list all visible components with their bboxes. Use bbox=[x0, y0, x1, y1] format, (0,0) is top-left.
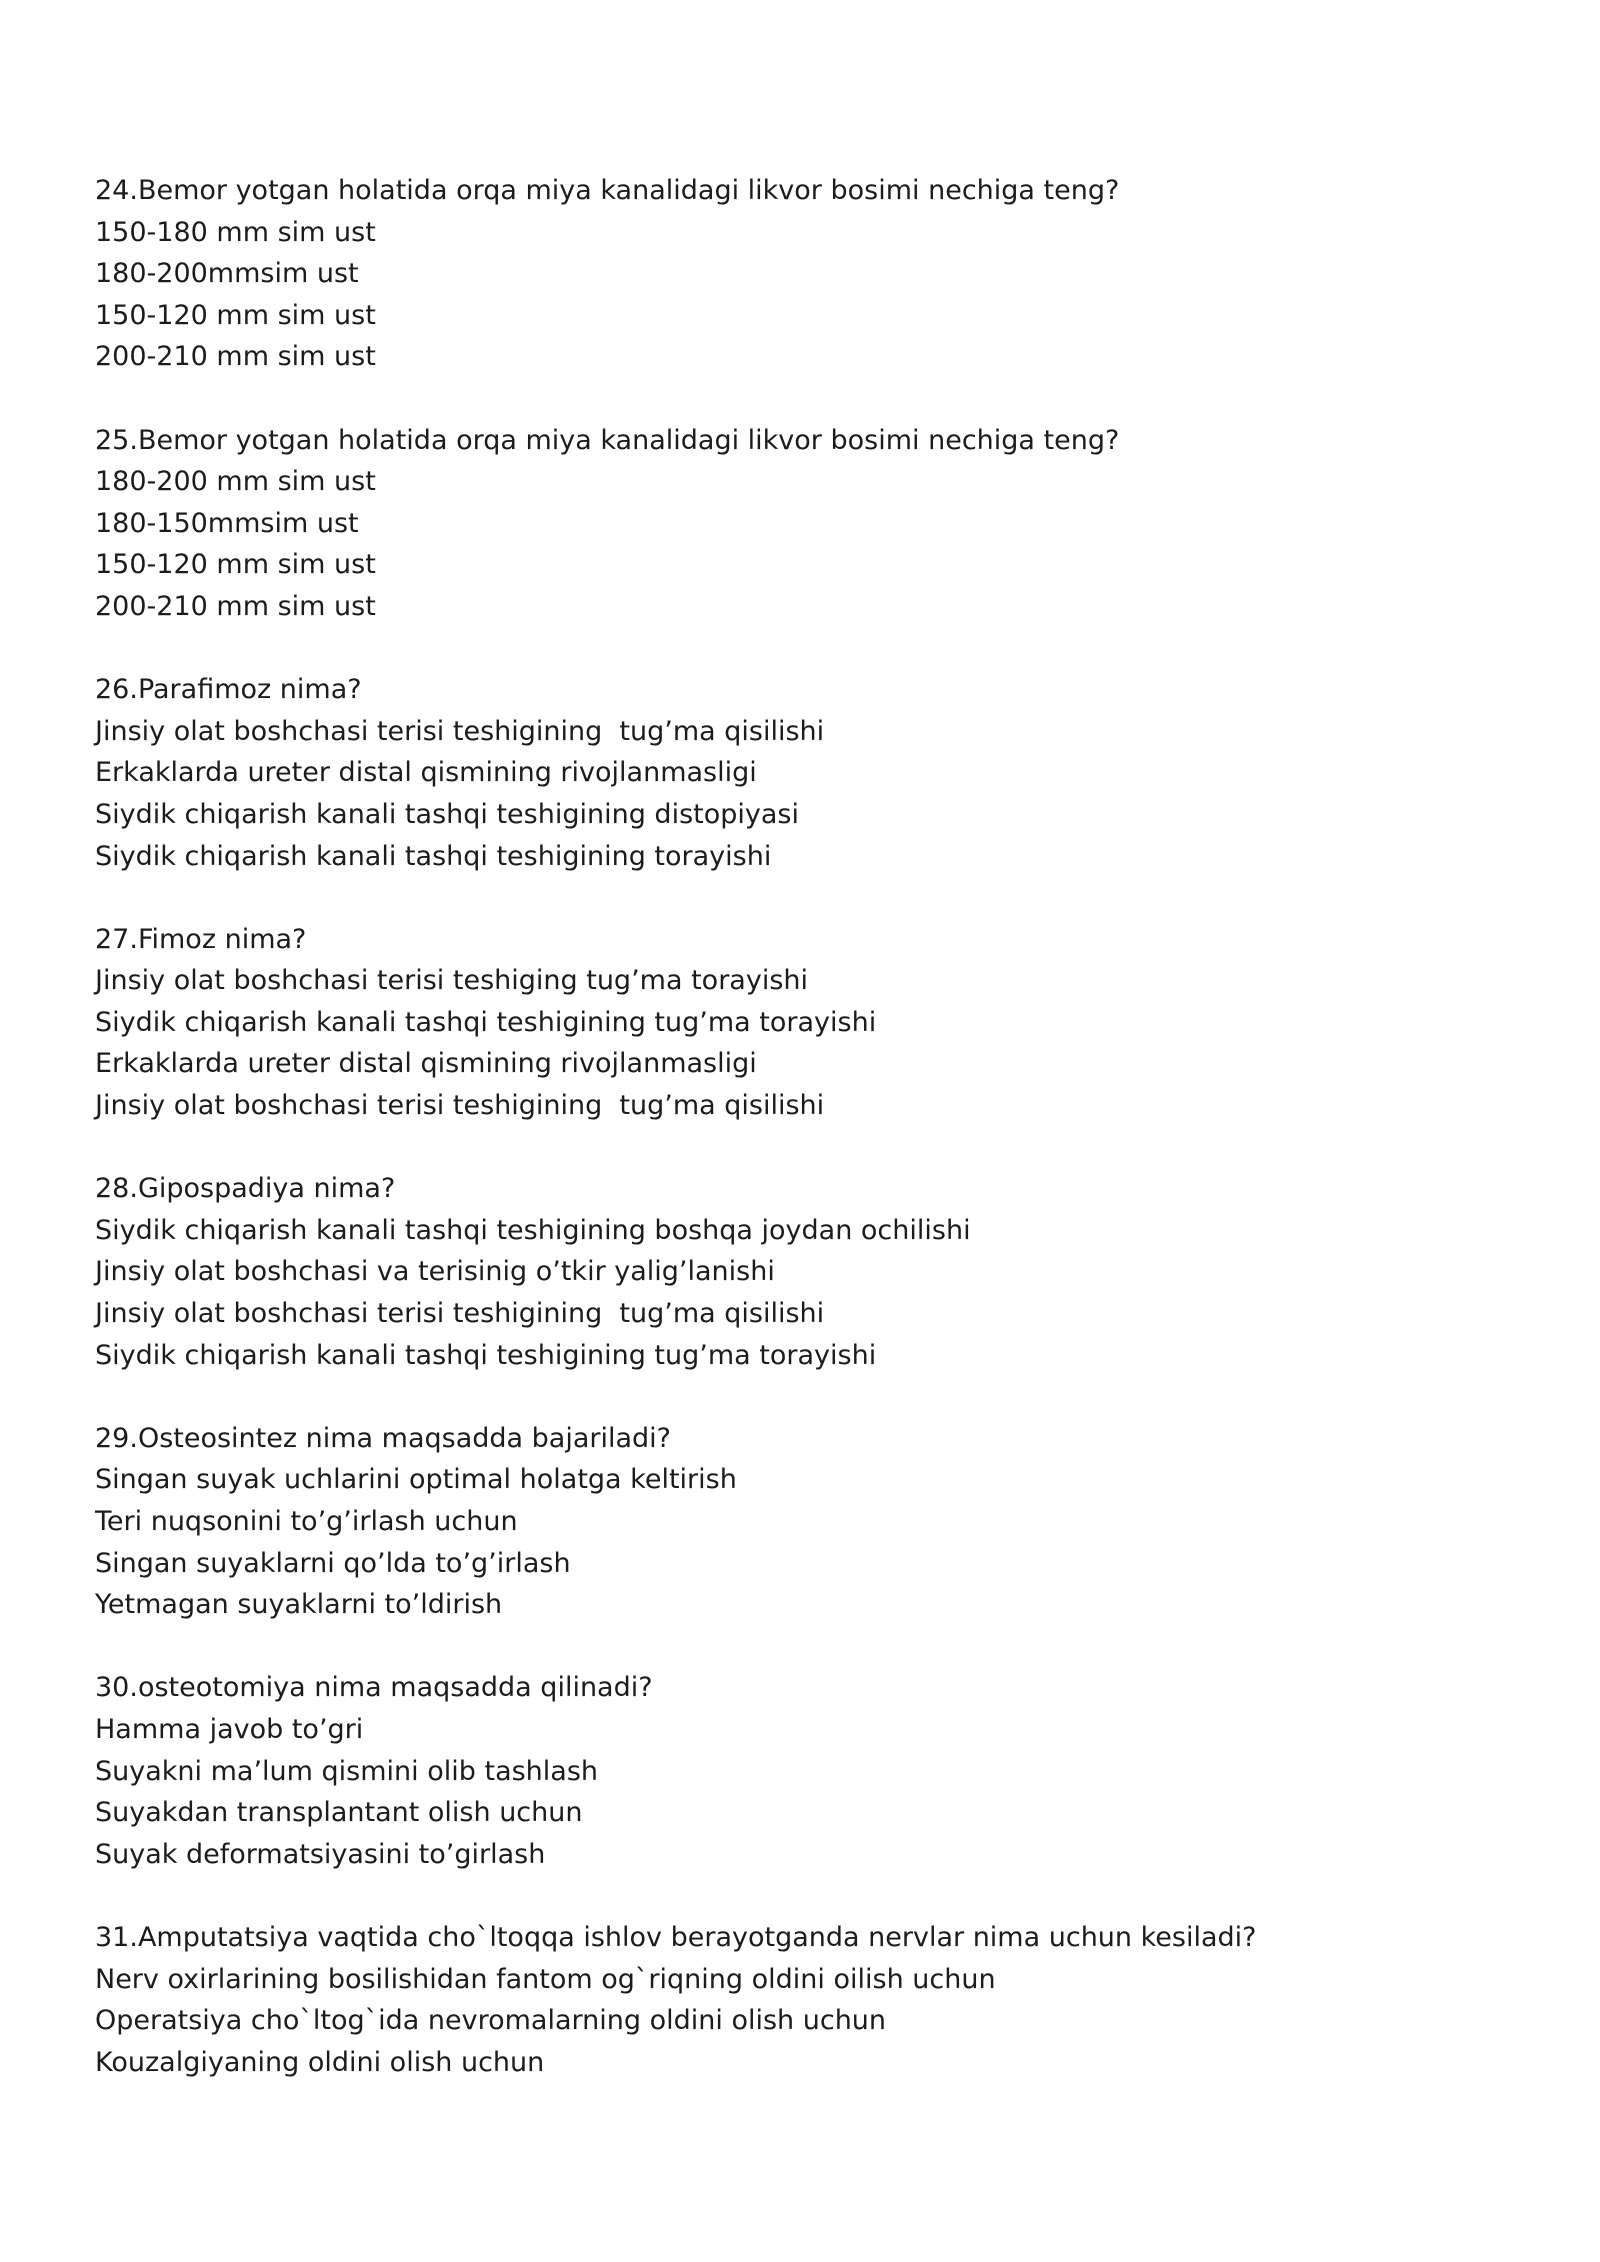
question-text: 31.Amputatsiya vaqtida cho`ltoqqa ishlov berayotganda nervlar nima uchun kesiladi? bbox=[95, 1921, 1257, 1953]
answer-option: Hamma javob to’gri bbox=[95, 1713, 364, 1745]
question-block bbox=[95, 420, 1515, 628]
answer-option: Teri nuqsonini to’g’irlash uchun bbox=[95, 1506, 518, 1537]
question-text: 24.Bemor yotgan holatida orqa miya kanalidagi likvor bosimi nechiga teng? bbox=[95, 175, 1120, 206]
question-text: 30.osteotomiya nima maqsadda qilinadi? bbox=[95, 1672, 653, 1704]
question-text: 28.Gipospadiya nima? bbox=[95, 1173, 396, 1205]
answer-option: Siydik chiqarish kanali tashqi teshigining tug’ma torayishi bbox=[95, 1339, 877, 1371]
answer-option: Singan suyaklarni qo’lda to’g’irlash bbox=[95, 1547, 571, 1579]
answer-option: Kouzalgiyaning oldini olish uchun bbox=[95, 2046, 545, 2078]
answer-option: 150-180 mm sim ust bbox=[95, 216, 376, 248]
question-text: 25.Bemor yotgan holatida orqa miya kanalidagi likvor bosimi nechiga teng? bbox=[95, 424, 1120, 456]
question-text: 26.Parafimoz nima? bbox=[95, 674, 362, 706]
question-text: 29.Osteosintez nima maqsadda bajariladi? bbox=[95, 1422, 672, 1454]
answer-option: 200-210 mm sim ust bbox=[95, 590, 376, 622]
answer-option: Siydik chiqarish kanali tashqi teshigining boshqa joydan ochilishi bbox=[95, 1214, 971, 1246]
answer-option: Siydik chiqarish kanali tashqi teshigining torayishi bbox=[95, 840, 772, 872]
answer-option: 180-150mmsim ust bbox=[95, 507, 359, 539]
answer-option: 150-120 mm sim ust bbox=[95, 549, 376, 581]
answer-option: Jinsiy olat boshchasi terisi teshigining tug’ma qisilishi bbox=[95, 1298, 825, 1330]
answer-option: Erkaklarda ureter distal qismining rivojlanmasligi bbox=[95, 757, 757, 789]
answer-option: Nerv oxirlarining bosilishidan fantom og`riqning oldini oilish uchun bbox=[95, 1963, 996, 1995]
answer-option: Siydik chiqarish kanali tashqi teshigining tug’ma torayishi bbox=[95, 1006, 877, 1038]
answer-option: Erkaklarda ureter distal qismining rivojlanmasligi bbox=[95, 1048, 757, 1080]
answer-option: Jinsiy olat boshchasi terisi teshigining tug’ma qisilishi bbox=[95, 715, 825, 747]
question-block bbox=[95, 1667, 1515, 1875]
answer-option: Operatsiya cho`ltog`ida nevromalarning oldini olish uchun bbox=[95, 2005, 887, 2037]
answer-option: Yetmagan suyaklarni to’ldirish bbox=[95, 1589, 503, 1621]
answer-option: Singan suyak uchlarini optimal holatga keltirish bbox=[95, 1464, 737, 1496]
answer-option: Jinsiy olat boshchasi terisi teshiging tug’ma torayishi bbox=[95, 965, 808, 997]
answer-option: Suyak deformatsiyasini to’girlash bbox=[95, 1838, 546, 1870]
question-text: 27.Fimoz nima? bbox=[95, 923, 307, 955]
answer-option: Siydik chiqarish kanali tashqi teshigining distopiyasi bbox=[95, 798, 799, 830]
question-block bbox=[95, 170, 1515, 378]
answer-option: Jinsiy olat boshchasi va terisinig o’tkir yalig’lanishi bbox=[95, 1256, 775, 1288]
question-block bbox=[95, 1917, 1515, 2083]
answer-option: Suyakdan transplantant olish uchun bbox=[95, 1797, 583, 1829]
answer-option: 180-200 mm sim ust bbox=[95, 466, 376, 498]
answer-option: Jinsiy olat boshchasi terisi teshigining tug’ma qisilishi bbox=[95, 1090, 825, 1122]
question-block bbox=[95, 669, 1515, 877]
answer-option: 200-210 mm sim ust bbox=[95, 341, 376, 373]
answer-option: Suyakni ma’lum qismini olib tashlash bbox=[95, 1755, 599, 1787]
answer-option: 150-120 mm sim ust bbox=[95, 299, 376, 331]
question-block bbox=[95, 919, 1515, 1127]
document-page bbox=[95, 170, 1515, 2125]
question-block bbox=[95, 1168, 1515, 1376]
question-block bbox=[95, 1418, 1515, 1626]
answer-option: 180-200mmsim ust bbox=[95, 258, 359, 290]
